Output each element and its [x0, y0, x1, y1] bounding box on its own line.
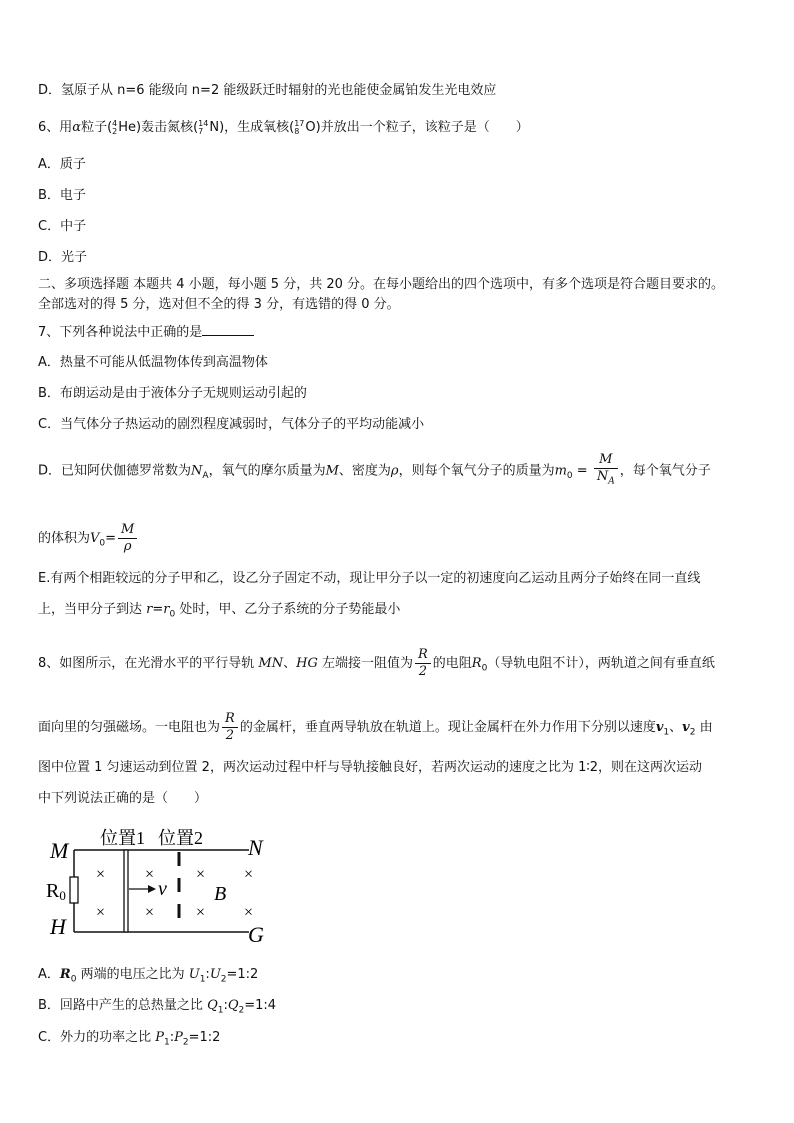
field-cross: × [145, 866, 155, 883]
field-cross: × [145, 904, 155, 921]
section-text: 全部选对的得 5 分，选对但不全的得 3 分，有选错的得 0 分。 [38, 297, 400, 312]
section-2-heading [38, 276, 724, 294]
q6-option-b [38, 187, 86, 205]
q8-text: 、 [283, 656, 297, 671]
nitrogen-nuclide [198, 119, 209, 137]
option-text: B．布朗运动是由于液体分子无规则运动引起的 [38, 386, 307, 401]
numerator: R [415, 647, 431, 664]
q6-text: 6、用 [38, 120, 73, 135]
oxygen-nuclide [294, 119, 305, 137]
q8-text: （导轨电阻不计），两轨道之间有垂直纸 [487, 656, 715, 671]
symbol: N [191, 463, 203, 479]
q8-text: 中下列说法正确的是（ ） [38, 791, 208, 806]
option-text: ，氧气的摩尔质量为 [208, 463, 326, 479]
subscript: 1 [663, 727, 670, 738]
label-r0-main: R [46, 880, 60, 902]
symbol: Q [227, 998, 239, 1013]
equals: = [152, 602, 164, 617]
option-text: B．电子 [38, 188, 86, 203]
q8-text: 面向里的匀强磁场。一电阻也为 [38, 720, 221, 735]
question-7 [38, 323, 254, 342]
subscript: 0 [169, 609, 176, 620]
subscript: 1 [163, 1037, 170, 1048]
label-r0 [46, 880, 66, 903]
option-text: ，则每个氧气分子的质量为 [398, 463, 555, 479]
label-n: N [248, 835, 263, 860]
symbol: U [209, 967, 221, 982]
option-text: D．氢原子从 n=6 能级向 n=2 能级跃迁时辐射的光也能使金属铂发生光电效应 [38, 83, 497, 98]
q8-text: 的金属杆，垂直两导轨放在轨道上。现让金属杆在外力作用下分别以速度 [239, 720, 656, 735]
label-v: v [158, 878, 167, 900]
q7-option-e [38, 570, 700, 588]
field-cross: × [96, 904, 106, 921]
symbol: R [59, 967, 71, 982]
q6-text: He)轰击氮核( [118, 120, 199, 135]
q7-option-a [38, 354, 268, 372]
field-cross: × [244, 904, 254, 921]
q7-option-d [38, 452, 711, 490]
q8-option-a [38, 966, 258, 989]
equals: = [572, 463, 592, 479]
subscript: A [202, 470, 209, 481]
option-text: =1:2 [188, 1030, 221, 1045]
subscript: A [608, 476, 615, 487]
answer-blank [202, 323, 254, 336]
symbol: P [155, 1030, 164, 1045]
velocity-arrowhead [148, 885, 156, 893]
option-text: C．外力的功率之比 [38, 1030, 156, 1045]
fraction-r-over-2 [415, 647, 431, 680]
subscript: 1 [199, 974, 206, 985]
q7-option-c [38, 416, 424, 434]
atomic-number: 8 [294, 126, 300, 136]
denominator: ρ [123, 539, 132, 554]
question-8 [38, 647, 715, 680]
symbol: M [325, 463, 339, 479]
alpha-symbol: α [72, 120, 82, 135]
label-m: M [50, 838, 69, 863]
q6-option-d [38, 249, 87, 267]
label-h: H [50, 914, 66, 939]
option-text: D．已知阿伏伽德罗常数为 [38, 463, 192, 479]
atomic-number: 2 [112, 126, 118, 136]
option-text: D．光子 [38, 250, 88, 265]
section-2-heading-line2 [38, 296, 400, 314]
q8-text: 由 [695, 720, 713, 735]
q7-option-e-line2 [38, 601, 400, 624]
q7-option-b [38, 385, 307, 403]
symbol: N [596, 469, 609, 484]
subscript: 2 [182, 1037, 189, 1048]
option-text: 上，当甲分子到达 [38, 602, 147, 617]
option-text: A．热量不可能从低温物体传到高温物体 [38, 355, 268, 370]
helium-nuclide [112, 119, 118, 137]
field-cross: × [244, 866, 254, 883]
resistor-r0 [70, 877, 78, 903]
symbol: v [682, 720, 690, 735]
option-text: ，每个氧气分子 [619, 463, 711, 479]
option-text: =1:2 [226, 967, 259, 982]
symbol: R [471, 656, 482, 671]
option-text: : [169, 1030, 175, 1045]
option-text: : [205, 967, 210, 982]
question-8-line2 [38, 711, 713, 744]
option-text: A．质子 [38, 157, 86, 172]
numerator: R [222, 711, 238, 728]
metal-rod [124, 850, 128, 932]
fraction-r-over-2 [222, 711, 238, 744]
option-text: : [223, 998, 228, 1013]
option-text: =1:4 [244, 998, 277, 1013]
q7-text: 7、下列各种说法中正确的是 [38, 325, 203, 340]
subscript: 0 [481, 663, 488, 674]
q8-text: 图中位置 1 匀速运动到位置 2，两次运动过程中杆与导轨接触良好，若两次运动的速度之比为 1∶2，则在这两次运动 [38, 760, 702, 775]
symbol: v [655, 720, 664, 735]
label-position-1: 位置1 [100, 828, 145, 848]
circuit-diagram [44, 822, 284, 948]
option-text: B．回路中产生的总热量之比 [38, 998, 208, 1013]
subscript: 2 [238, 1005, 245, 1016]
option-text: 两端的电压之比为 [76, 967, 189, 982]
equals: = [105, 531, 117, 546]
subscript: 2 [220, 974, 227, 985]
q8-text: 8、如图所示，在光滑水平的平行导轨 [38, 656, 259, 671]
option-text: C．当气体分子热运动的剧烈程度减弱时，气体分子的平均动能减小 [38, 417, 425, 432]
numerator: M [594, 452, 618, 469]
question-8-line3 [38, 759, 702, 777]
q8-text: 、 [669, 720, 683, 735]
q8-option-c [38, 1029, 220, 1052]
subscript: 1 [217, 1005, 224, 1016]
denominator [594, 469, 618, 490]
subscript: 0 [566, 470, 573, 481]
section-text: 二、多项选择题 本题共 4 小题，每小题 5 分，共 20 分。在每小题给出的四个选项中，有多个选项是符合题目要求的。 [38, 277, 725, 292]
q8-option-b [38, 997, 276, 1020]
question-6 [38, 119, 529, 137]
option-text: 、密度为 [338, 463, 391, 479]
symbol: r [163, 602, 170, 617]
symbol: U [188, 967, 200, 982]
question-8-line4 [38, 790, 207, 808]
q6-option-a [38, 156, 86, 174]
q8-text: 的电阻 [432, 656, 472, 671]
label-g: G [248, 922, 264, 947]
q7-option-d-line2 [38, 522, 139, 555]
label-r0-sub: 0 [59, 888, 66, 903]
fraction-m-over-na [594, 452, 618, 490]
symbol: r [146, 602, 153, 617]
field-cross: × [96, 866, 106, 883]
symbol: MN [258, 656, 284, 671]
option-text: C．中子 [38, 219, 87, 234]
q6-text: 粒子( [81, 120, 113, 135]
symbol: P [174, 1030, 183, 1045]
q6-text: O)并放出一个粒子，该粒子是（ ） [305, 120, 529, 135]
field-cross: × [196, 866, 206, 883]
denominator: 2 [225, 728, 235, 743]
option-text: 的体积为 [38, 531, 91, 546]
atomic-number: 7 [198, 126, 204, 136]
mass-number: 17 [294, 118, 305, 128]
option-text: 处时，甲、乙分子系统的分子势能最小 [175, 602, 401, 617]
option-text: E.有两个相距较远的分子甲和乙，设乙分子固定不动，现让甲分子以一定的初速度向乙运动且两分子始终在同一直线 [38, 571, 701, 586]
symbol: HG [296, 656, 318, 671]
symbol: Q [207, 998, 218, 1013]
mass-number: 14 [198, 118, 209, 128]
option-5d [38, 82, 496, 100]
denominator: 2 [418, 664, 428, 679]
q8-text: 左端接一阻值为 [317, 656, 413, 671]
subscript: 0 [99, 538, 106, 549]
field-cross: × [196, 904, 206, 921]
label-b: B [214, 883, 227, 905]
q6-option-c [38, 218, 86, 236]
fraction-m-over-rho [118, 522, 137, 555]
symbol: ρ [390, 463, 399, 479]
subscript: 0 [70, 974, 77, 985]
mass-number: 4 [112, 118, 118, 128]
symbol: V [90, 531, 100, 546]
subscript: 2 [689, 727, 696, 738]
option-text: A． [38, 967, 60, 982]
q6-text: N)，生成氧核( [209, 120, 295, 135]
symbol: m [554, 463, 567, 479]
label-position-2: 位置2 [158, 828, 203, 848]
numerator: M [118, 522, 137, 539]
